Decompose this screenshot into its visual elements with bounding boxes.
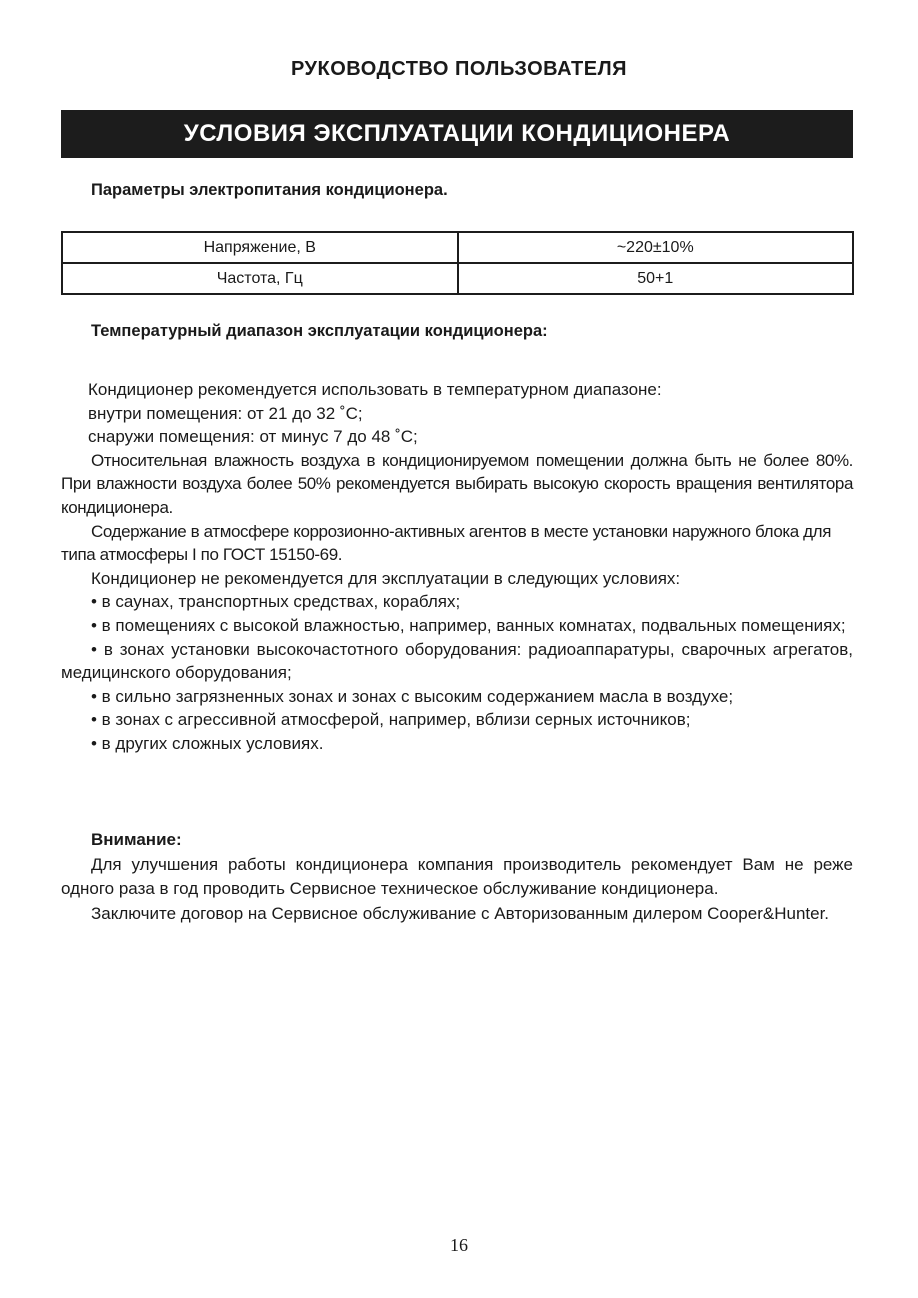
power-parameters-heading: Параметры электропитания кондиционера. [91,181,448,199]
manual-header-title: РУКОВОДСТВО ПОЛЬЗОВАТЕЛЯ [290,58,627,80]
temperature-intro: Кондиционер рекомендуется использовать в температурном диапазоне: [88,380,662,399]
section-title: УСЛОВИЯ ЭКСПЛУАТАЦИИ КОНДИЦИОНЕРА [183,120,731,147]
page-number: 16 [450,1235,468,1255]
list-item: • в помещениях с высокой влажностью, например, ванных комнатах, подвальных помещениях; [91,615,846,635]
notice-contract-paragraph: Заключите договор на Сервисное обслуживание с Авторизованным дилером Cooper&Hunter. [91,903,830,923]
list-item: • в зонах с агрессивной атмосферой, например, вблизи серных источников; [91,710,691,730]
temperature-inside: внутри помещения: от 21 до 32 ˚С; [88,403,363,423]
list-item: • в других сложных условиях. [91,733,324,753]
power-parameters-table [61,231,854,295]
operating-conditions-text [61,378,853,756]
not-recommended-intro: Кондиционер не рекомендуется для эксплуатации в следующих условиях: [91,568,681,588]
list-item: • в сильно загрязненных зонах и зонах с высоким содержанием масла в воздухе; [91,686,734,706]
list-item: • в зонах установки высокочастотного оборудования: радиоаппаратуры, сварочных агрегатов, медицинского оборудования; [61,639,853,683]
section-title-bar [61,110,853,158]
table-cell-param: Частота, Гц [62,263,458,294]
humidity-paragraph: Относительная влажность воздуха в кондиционируемом помещении должна быть не более 80%. При влажности воздуха более 50% рекомендуется выбирать высокую скорость вращения вентилятора кондиционера. [61,450,853,517]
corrosion-paragraph: Содержание в атмосфере коррозионно-активных агентов в месте установки наружного блока для типа атмосферы I по ГОСТ 15150-69. [61,521,832,565]
temperature-range-heading: Температурный диапазон эксплуатации кондиционера: [91,322,548,340]
table-row [62,232,853,263]
list-item: • в саунах, транспортных средствах, кораблях; [91,592,461,612]
table-cell-param: Напряжение, В [62,232,458,263]
notice-block [61,828,853,926]
table-row [62,263,853,294]
notice-title: Внимание: [91,830,182,849]
notice-service-paragraph: Для улучшения работы кондиционера компания производитель рекомендует Вам не реже одного раза в год проводить Сервисное техническое обслуживание кондиционера. [61,854,853,898]
temperature-outside: снаружи помещения: от минус 7 до 48 ˚С; [88,427,418,447]
table-cell-value: 50+1 [458,263,854,294]
table-cell-value: ~220±10% [458,232,854,263]
